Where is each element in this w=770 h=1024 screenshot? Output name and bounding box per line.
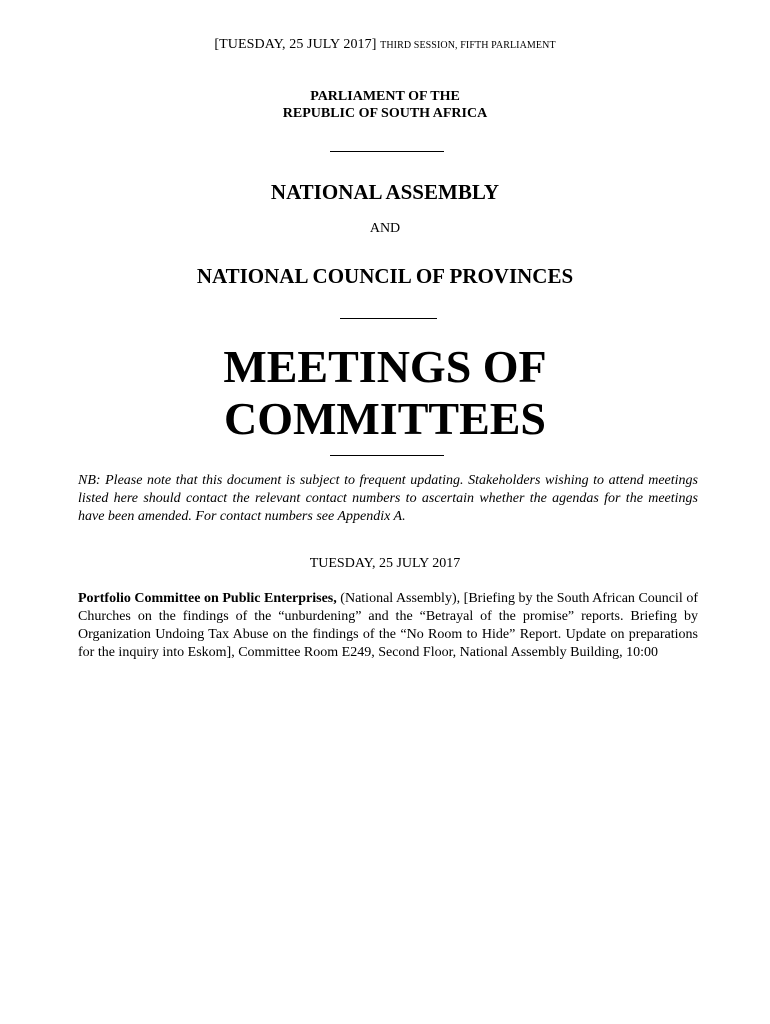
house-close: ), [ xyxy=(451,591,469,606)
parliament-title-line1: PARLIAMENT OF THE xyxy=(310,89,460,104)
date-heading: TUESDAY, 25 JULY 2017 xyxy=(309,556,461,571)
nb-notice: NB: Please note that this document is subject to frequent updating. Stakeholders wishing to attend meetings listed here should contact the relevant contact numbers to ascertain whether the agendas for the meetings have been amended. For contact numbers see Appendix A. xyxy=(78,473,698,524)
divider-rule xyxy=(340,318,437,319)
parliament-title-line2: REPUBLIC OF SOUTH AFRICA xyxy=(282,106,488,121)
document-title xyxy=(0,341,770,445)
header-date: [TUESDAY, 25 JULY 2017] xyxy=(214,37,377,52)
document-title-line2: COMMITTEES xyxy=(223,393,547,444)
national-assembly-title: NATIONAL ASSEMBLY xyxy=(270,180,500,204)
ncop-title: NATIONAL COUNCIL OF PROVINCES xyxy=(196,264,574,288)
meeting-details: Briefing by the South African Council of Churches on the findings of the “unburdening” and the “Betrayal of the promise” reports. Briefing by Organization Undoing Tax Abuse on the findings of the “No Room to Hide” Report. Update on preparations for the inquiry into Eskom], Committee Room E249, Second Floor, National Assembly Building, 10:00 xyxy=(78,591,699,660)
house-name: National Assembly xyxy=(344,591,452,606)
page-header xyxy=(0,37,770,53)
divider-rule xyxy=(330,151,444,152)
house-open: ( xyxy=(336,591,345,606)
header-session: THIRD SESSION, FIFTH PARLIAMENT xyxy=(380,40,556,51)
and-text: AND xyxy=(369,221,401,236)
meeting-entry xyxy=(78,590,698,662)
divider-rule xyxy=(330,455,444,456)
parliament-title xyxy=(0,88,770,122)
committee-name: Portfolio Committee on Public Enterprises, xyxy=(78,591,337,606)
document-title-line1: MEETINGS OF xyxy=(223,341,547,392)
